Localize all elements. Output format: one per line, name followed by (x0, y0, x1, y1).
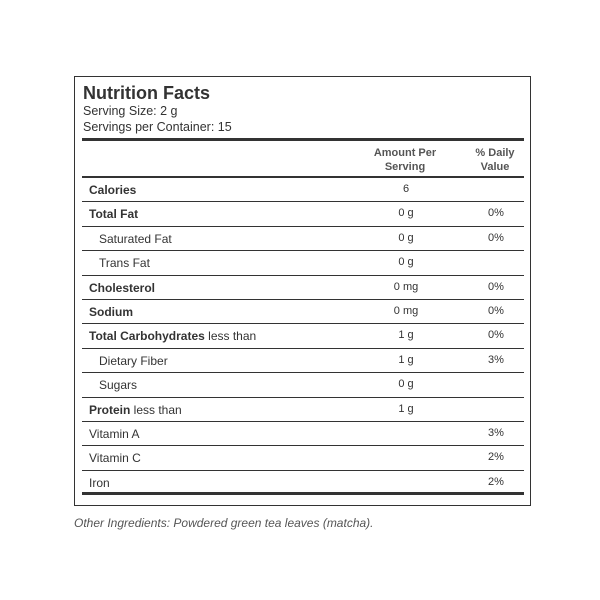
nutrient-daily-value: 0% (488, 280, 504, 293)
nutrient-daily-value: 0% (488, 207, 504, 220)
nutrient-label: Sugars (99, 378, 138, 393)
nutrient-name (89, 281, 155, 295)
amount-per-serving-header (365, 146, 445, 174)
nutrient-daily-value: 0% (488, 329, 504, 342)
nutrient-amount: 0 g (398, 207, 414, 220)
nutrient-label: Vitamin A (89, 426, 140, 441)
nutrient-label: Cholesterol (89, 280, 156, 295)
nutrient-daily-value: 0% (488, 304, 504, 317)
nutrient-row-sodium (82, 300, 524, 324)
nutrient-label: Dietary Fiber (99, 353, 168, 368)
nutrient-row-calories (82, 178, 524, 202)
nutrient-label: Calories (89, 183, 137, 197)
dv-header-line2: Value (480, 161, 510, 173)
nutrient-row-vitamin-a (82, 422, 524, 446)
nutrient-label: Trans Fat (99, 256, 150, 271)
nutrient-daily-value: 3% (488, 426, 504, 439)
nutrient-row-saturated-fat (82, 227, 524, 251)
nutrient-label: Protein (89, 402, 131, 417)
nutrient-row-dietary-fiber (82, 349, 524, 373)
nutrient-name (89, 207, 138, 221)
nutrient-amount: 0 g (398, 231, 414, 244)
nutrient-name (99, 232, 172, 246)
nutrient-row-vitamin-c (82, 446, 524, 470)
nutrient-row-trans-fat (82, 251, 524, 275)
nutrient-row-protein (82, 398, 524, 422)
nutrient-amount: 0 mg (393, 280, 419, 293)
nutrient-daily-value: 2% (488, 475, 504, 488)
label-title: Nutrition Facts (83, 83, 211, 103)
dv-header-line1: % Daily (475, 147, 515, 159)
nutrient-rows (82, 178, 524, 495)
nutrient-name (89, 183, 136, 197)
nutrient-label: Total Carbohydrates (89, 329, 205, 344)
top-divider (82, 138, 524, 141)
other-ingredients: Other Ingredients: Powdered green tea leaves (matcha). (74, 516, 374, 530)
amount-header-line2: Serving (384, 161, 426, 173)
nutrient-amount: 0 g (398, 378, 414, 391)
serving-size: Serving Size: 2 g (83, 104, 178, 118)
nutrient-row-sugars (82, 373, 524, 397)
nutrient-row-total-fat (82, 202, 524, 226)
nutrient-amount: 1 g (398, 353, 414, 366)
nutrient-row-cholesterol (82, 276, 524, 300)
nutrient-name (89, 427, 139, 441)
nutrient-label: Total Fat (89, 207, 139, 222)
nutrient-name (99, 354, 168, 368)
amount-header-line1: Amount Per (373, 147, 437, 159)
nutrient-name (89, 451, 141, 465)
nutrient-name (89, 476, 110, 490)
servings-per-container: Servings per Container: 15 (83, 120, 232, 134)
nutrient-name (99, 378, 137, 392)
nutrient-label: Sodium (89, 304, 133, 319)
nutrient-label: Saturated Fat (99, 231, 172, 246)
nutrient-amount: 1 g (398, 402, 414, 415)
nutrient-name (89, 403, 182, 417)
nutrient-amount: 0 g (398, 256, 414, 269)
nutrition-facts-label (74, 76, 531, 506)
nutrient-label: Vitamin C (89, 451, 141, 466)
daily-value-header (455, 146, 535, 174)
bottom-divider (82, 492, 524, 495)
nutrient-daily-value: 2% (488, 451, 504, 464)
nutrient-qualifier: less than (204, 329, 257, 344)
nutrient-daily-value: 0% (488, 231, 504, 244)
nutrient-row-total-carbohydrates (82, 324, 524, 348)
nutrient-name (89, 329, 256, 343)
nutrient-name (99, 256, 150, 270)
nutrient-amount: 1 g (398, 329, 414, 342)
nutrient-label: Iron (89, 475, 110, 490)
nutrient-qualifier: less than (130, 402, 182, 417)
nutrient-name (89, 305, 133, 319)
nutrient-amount: 6 (402, 183, 410, 195)
nutrient-amount: 0 mg (393, 304, 419, 317)
nutrient-daily-value: 3% (488, 353, 504, 366)
